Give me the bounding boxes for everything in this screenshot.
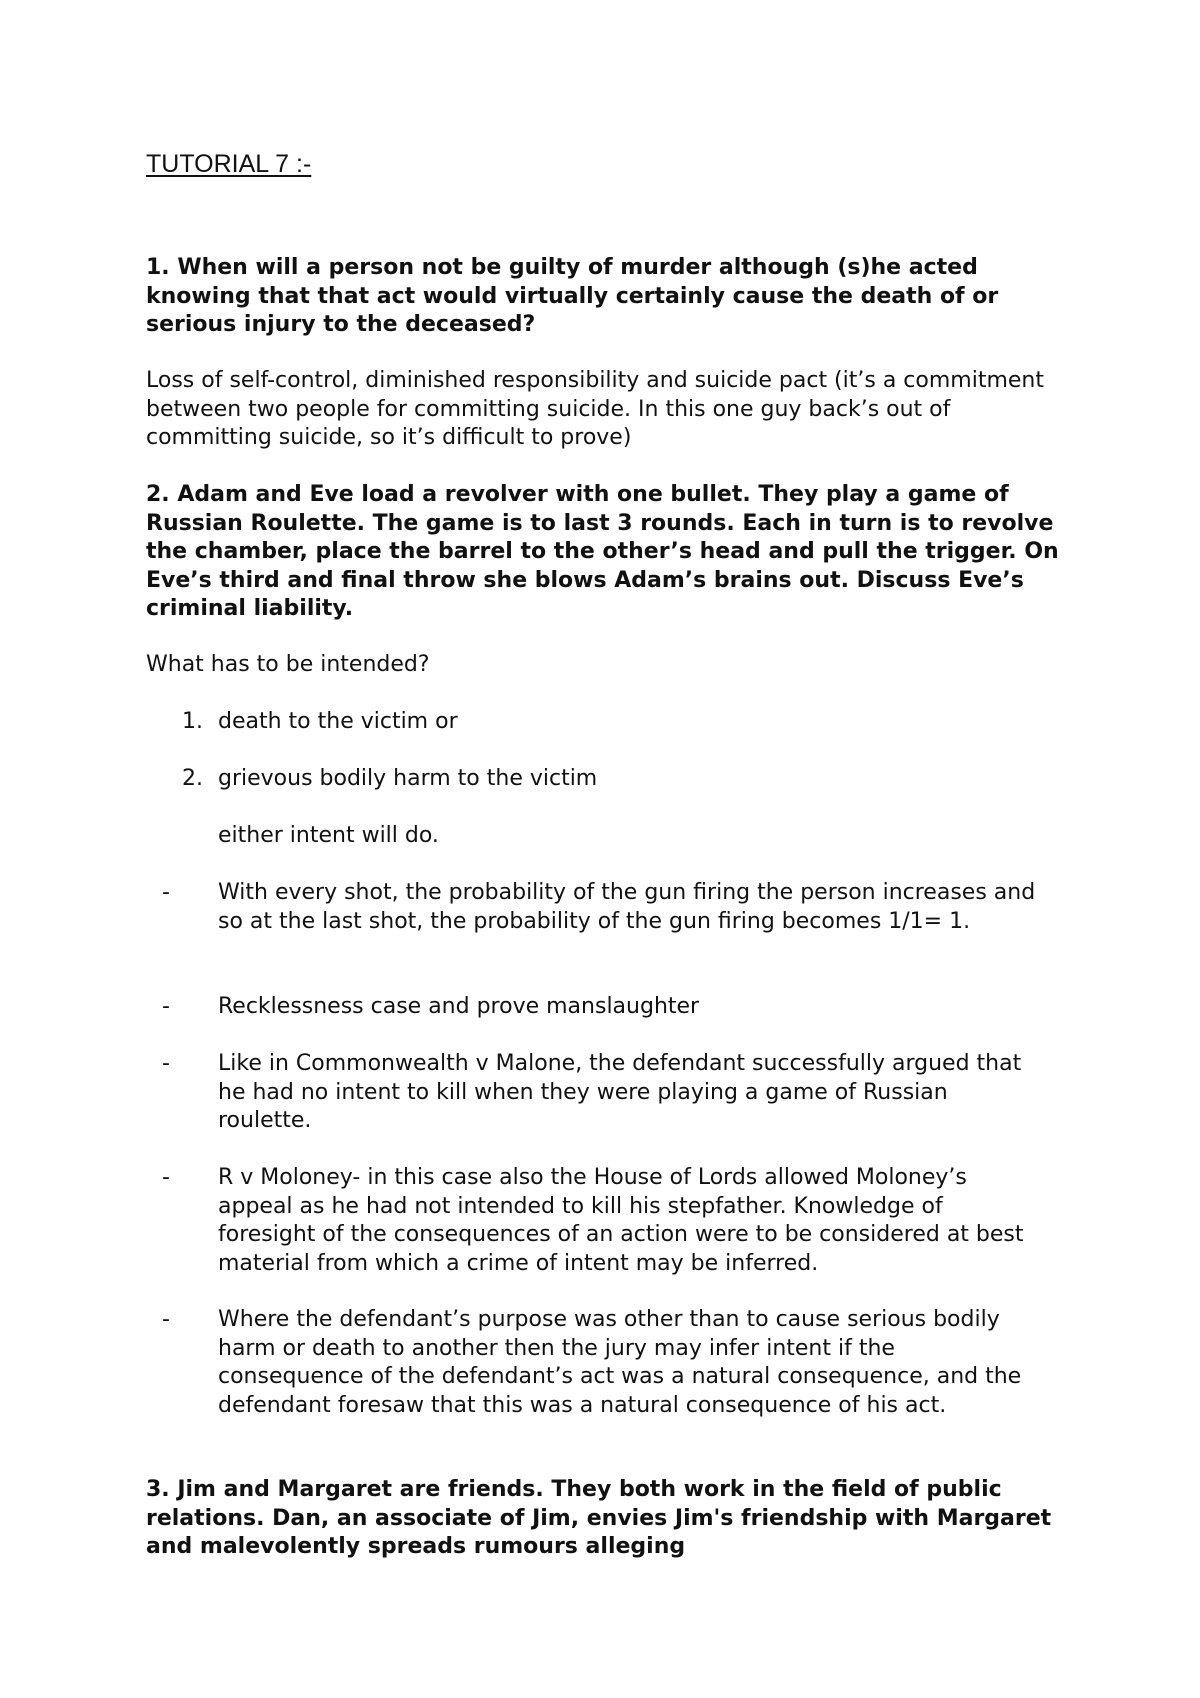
bullet-text: Like in Commonwealth v Malone, the defendant successfully argued that he had no intent to kill when they were playing a game of Russian roulette. (218, 1051, 1022, 1133)
bullet-text: With every shot, the probability of the gun firing the person increases and so at the last shot, the probability of the gun firing becomes 1/1= 1. (218, 880, 1036, 934)
bullet-text: Recklessness case and prove manslaughter (218, 994, 700, 1019)
question-1: 1. When will a person not be guilty of murder although (s)he acted knowing that that act would virtually certainly cause the death of or serious injury to the deceased? (146, 255, 999, 337)
bullet-item (162, 1306, 1044, 1420)
bullet-text: R v Moloney- in this case also the House of Lords allowed Moloney’s appeal as he had not intended to kill his stepfather. Knowledge of foresight of the consequences of an action were to be considered at best material from which a crime of intent may be inferred. (218, 1165, 1024, 1276)
bullet-item (162, 1050, 1044, 1136)
bullet-marker: - (162, 994, 170, 1019)
numbered-item-number: 1. (182, 709, 203, 734)
question-2-intro: What has to be intended? (146, 652, 430, 677)
bullet-marker: - (162, 1165, 170, 1190)
question-3: 3. Jim and Margaret are friends. They both work in the field of public relations. Dan, an associate of Jim, envies Jim's friendship with Margaret and malevolently spreads rumours alleging (146, 1477, 1052, 1559)
numbered-item-text: grievous bodily harm to the victim (218, 766, 598, 791)
numbered-item (182, 708, 458, 737)
page-title: TUTORIAL 7 :- (146, 150, 312, 178)
bullet-marker: - (162, 1051, 170, 1076)
bullet-item (162, 879, 1044, 936)
bullet-marker: - (162, 1307, 170, 1332)
bullet-item (162, 1164, 1044, 1278)
either-intent-note: either intent will do. (218, 823, 439, 848)
numbered-item (182, 765, 597, 794)
bullet-text: Where the defendant’s purpose was other than to cause serious bodily harm or death to another then the jury may infer intent if the consequence of the defendant’s act was a natural consequence, and the defendant foresaw that this was a natural consequence of his act. (218, 1307, 1022, 1418)
bullet-marker: - (162, 880, 170, 905)
numbered-item-number: 2. (182, 766, 203, 791)
question-2: 2. Adam and Eve load a revolver with one bullet. They play a game of Russian Roulette. The game is to last 3 rounds. Each in turn is to revolve the chamber, place the barrel to the other’s head and pull the trigger. On Eve’s third and final throw she blows Adam’s brains out. Discuss Eve’s criminal liability. (146, 482, 1059, 621)
answer-1: Loss of self-control, diminished responsibility and suicide pact (it’s a commitment between two people for committing suicide. In this one guy back’s out of committing suicide, so it’s difficult to prove) (146, 368, 1044, 450)
bullet-item (162, 993, 1044, 1022)
numbered-item-text: death to the victim or (218, 709, 458, 734)
